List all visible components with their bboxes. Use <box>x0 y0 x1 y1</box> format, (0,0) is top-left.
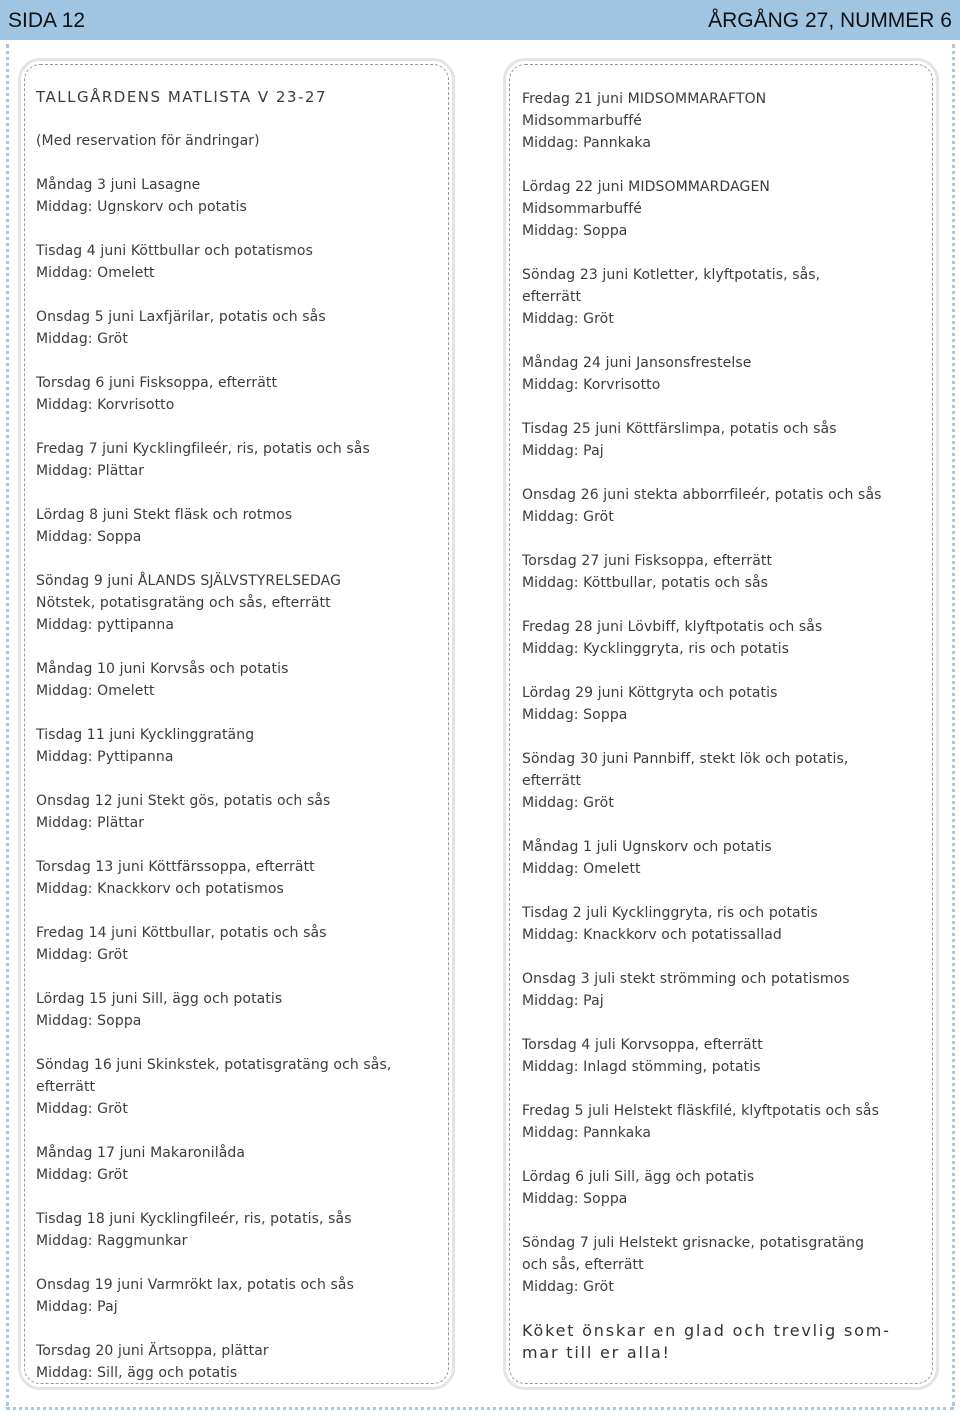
page-header <box>0 0 960 40</box>
menu-entry-line2: Middag: Soppa <box>36 529 142 545</box>
menu-entry-line2: Middag: Paj <box>522 993 604 1009</box>
menu-entry-line1: Tisdag 4 juni Köttbullar och potatismos <box>36 243 313 259</box>
menu-entry-line2: Middag: Paj <box>522 443 604 459</box>
menu-entry-line2: efterrätt <box>36 1079 96 1095</box>
menu-day-entry <box>522 748 927 814</box>
menu-entry-line2: Nötstek, potatisgratäng och sås, efterrätt <box>36 595 331 611</box>
menu-entry-line1: Söndag 9 juni ÅLANDS SJÄLVSTYRELSEDAG <box>36 573 342 589</box>
menu-entry-line2: Middag: Omelett <box>36 265 155 281</box>
menu-entry-line2: och sås, efterrätt <box>522 1257 644 1273</box>
menu-entry-line1: Tisdag 25 juni Köttfärslimpa, potatis och sås <box>522 421 837 437</box>
menu-day-entry <box>36 1208 446 1252</box>
dotted-border-left <box>6 44 9 1406</box>
menu-entry-line2: Middag: Plättar <box>36 815 145 831</box>
menu-day-entry <box>36 856 446 900</box>
menu-entry-line1: Tisdag 2 juli Kycklinggryta, ris och potatis <box>522 905 818 921</box>
menu-entry-line1: Måndag 17 juni Makaronilåda <box>36 1145 246 1161</box>
menu-entry-line2: efterrätt <box>522 773 582 789</box>
menu-entry-line2: Middag: Soppa <box>522 1191 628 1207</box>
menu-entry-line1: Söndag 23 juni Kotletter, klyftpotatis, sås, <box>522 267 821 283</box>
menu-entry-line1: Söndag 30 juni Pannbiff, stekt lök och potatis, <box>522 751 849 767</box>
closing-line-2: mar till er alla! <box>522 1343 671 1362</box>
menu-day-entry <box>36 988 446 1032</box>
menu-column-left <box>36 86 446 1406</box>
menu-entry-line1: Torsdag 13 juni Köttfärssoppa, efterrätt <box>36 859 315 875</box>
spacer <box>36 108 446 130</box>
menu-entry-line2: Midsommarbuffé <box>522 113 642 129</box>
menu-entry-line2: Midsommarbuffé <box>522 201 642 217</box>
menu-entry-line2: Middag: Gröt <box>36 1167 128 1183</box>
menu-entry-line2: Middag: Sill, ägg och potatis <box>36 1365 238 1381</box>
menu-entry-line2: Middag: Gröt <box>36 331 128 347</box>
menu-entry-line1: Måndag 1 juli Ugnskorv och potatis <box>522 839 772 855</box>
menu-entry-line2: Middag: Korvrisotto <box>36 397 175 413</box>
menu-entry-line1: Torsdag 4 juli Korvsoppa, efterrätt <box>522 1037 763 1053</box>
menu-day-entry <box>522 484 927 528</box>
menu-note: (Med reservation för ändringar) <box>36 133 260 149</box>
menu-day-entry <box>522 88 927 154</box>
menu-day-entry <box>522 1100 927 1144</box>
menu-day-entry <box>36 1340 446 1384</box>
menu-list-right <box>522 88 927 1298</box>
menu-entry-line1: Onsdag 19 juni Varmrökt lax, potatis och sås <box>36 1277 354 1293</box>
menu-day-entry <box>36 570 446 636</box>
menu-day-entry <box>522 1166 927 1210</box>
closing-line-1: Köket önskar en glad och trevlig som- <box>522 1321 891 1340</box>
menu-entry-line2: Middag: Korvrisotto <box>522 377 661 393</box>
menu-entry-line1: Onsdag 26 juni stekta abborrfileér, potatis och sås <box>522 487 882 503</box>
menu-entry-line1: Måndag 10 juni Korvsås och potatis <box>36 661 289 677</box>
menu-entry-line1: Lördag 6 juli Sill, ägg och potatis <box>522 1169 755 1185</box>
menu-entry-line2: Middag: Soppa <box>522 707 628 723</box>
menu-entry-line1: Lördag 15 juni Sill, ägg och potatis <box>36 991 283 1007</box>
menu-entry-line2: Middag: Raggmunkar <box>36 1233 188 1249</box>
menu-entry-line2: Middag: Knackkorv och potatissallad <box>522 927 782 943</box>
menu-day-entry <box>522 902 927 946</box>
menu-entry-line2: efterrätt <box>522 289 582 305</box>
menu-entry-line2: Middag: Gröt <box>36 947 128 963</box>
menu-entry-line2: Middag: Köttbullar, potatis och sås <box>522 575 769 591</box>
menu-entry-line3: Middag: Gröt <box>36 1101 128 1117</box>
menu-entry-line2: Middag: Soppa <box>36 1013 142 1029</box>
menu-entry-line1: Fredag 5 juli Helstekt fläskfilé, klyftpotatis och sås <box>522 1103 879 1119</box>
menu-entry-line2: Middag: Ugnskorv och potatis <box>36 199 247 215</box>
menu-day-entry <box>36 1142 446 1186</box>
page-number: SIDA 12 <box>8 9 86 32</box>
menu-entry-line2: Middag: Pannkaka <box>522 1125 651 1141</box>
menu-entry-line1: Söndag 16 juni Skinkstek, potatisgratäng och sås, <box>36 1057 392 1073</box>
menu-title: TALLGÅRDENS MATLISTA V 23-27 <box>36 88 327 106</box>
menu-day-entry <box>522 418 927 462</box>
menu-day-entry <box>36 1054 446 1120</box>
menu-entry-line3: Middag: Pannkaka <box>522 135 651 151</box>
menu-day-entry <box>36 504 446 548</box>
menu-entry-line1: Fredag 28 juni Lövbiff, klyftpotatis och sås <box>522 619 823 635</box>
menu-day-entry <box>522 1034 927 1078</box>
menu-entry-line1: Fredag 14 juni Köttbullar, potatis och sås <box>36 925 327 941</box>
dotted-border-bottom <box>6 1407 954 1410</box>
menu-entry-line2: Middag: Knackkorv och potatismos <box>36 881 284 897</box>
menu-entry-line1: Måndag 3 juni Lasagne <box>36 177 201 193</box>
menu-day-entry <box>36 922 446 966</box>
dotted-border-right <box>952 44 955 1406</box>
menu-list-left <box>36 174 446 1384</box>
menu-day-entry <box>522 682 927 726</box>
menu-entry-line1: Söndag 7 juli Helstekt grisnacke, potatisgratäng <box>522 1235 865 1251</box>
menu-day-entry <box>522 836 927 880</box>
menu-day-entry <box>36 306 446 350</box>
menu-entry-line1: Tisdag 18 juni Kycklingfileér, ris, potatis, sås <box>36 1211 352 1227</box>
menu-entry-line2: Middag: Gröt <box>522 509 614 525</box>
menu-column-right <box>522 88 927 1364</box>
menu-entry-line1: Lördag 22 juni MIDSOMMARDAGEN <box>522 179 770 195</box>
menu-day-entry <box>36 1274 446 1318</box>
menu-day-entry <box>522 550 927 594</box>
menu-entry-line1: Tisdag 11 juni Kycklinggratäng <box>36 727 255 743</box>
menu-entry-line1: Torsdag 20 juni Ärtsoppa, plättar <box>36 1343 269 1359</box>
menu-entry-line1: Onsdag 5 juni Laxfjärilar, potatis och sås <box>36 309 326 325</box>
menu-day-entry <box>36 724 446 768</box>
menu-entry-line2: Middag: Omelett <box>522 861 641 877</box>
menu-day-entry <box>522 968 927 1012</box>
menu-entry-line1: Onsdag 12 juni Stekt gös, potatis och sås <box>36 793 331 809</box>
menu-day-entry <box>522 176 927 242</box>
menu-entry-line2: Middag: Inlagd stömming, potatis <box>522 1059 761 1075</box>
issue-label: ÅRGÅNG 27, NUMMER 6 <box>708 9 952 32</box>
menu-entry-line2: Middag: Paj <box>36 1299 118 1315</box>
menu-entry-line3: Middag: Soppa <box>522 223 628 239</box>
menu-day-entry <box>36 174 446 218</box>
menu-entry-line2: Middag: Pyttipanna <box>36 749 174 765</box>
menu-entry-line1: Onsdag 3 juli stekt strömming och potatismos <box>522 971 850 987</box>
menu-day-entry <box>36 658 446 702</box>
menu-entry-line1: Fredag 21 juni MIDSOMMARAFTON <box>522 91 767 107</box>
menu-entry-line1: Måndag 24 juni Jansonsfrestelse <box>522 355 752 371</box>
menu-day-entry <box>36 438 446 482</box>
menu-entry-line2: Middag: Omelett <box>36 683 155 699</box>
menu-entry-line1: Fredag 7 juni Kycklingfileér, ris, potatis och sås <box>36 441 370 457</box>
menu-day-entry <box>36 240 446 284</box>
menu-entry-line1: Lördag 8 juni Stekt fläsk och rotmos <box>36 507 293 523</box>
menu-day-entry <box>522 1232 927 1298</box>
menu-day-entry <box>522 616 927 660</box>
menu-entry-line1: Torsdag 6 juni Fisksoppa, efterrätt <box>36 375 278 391</box>
menu-entry-line3: Middag: pyttipanna <box>36 617 175 633</box>
menu-day-entry <box>522 264 927 330</box>
menu-day-entry <box>36 372 446 416</box>
menu-entry-line3: Middag: Gröt <box>522 311 614 327</box>
menu-entry-line2: Middag: Plättar <box>36 463 145 479</box>
menu-day-entry <box>36 790 446 834</box>
menu-entry-line1: Lördag 29 juni Köttgryta och potatis <box>522 685 778 701</box>
closing-message <box>522 1320 922 1364</box>
menu-entry-line2: Middag: Kycklinggryta, ris och potatis <box>522 641 790 657</box>
menu-day-entry <box>522 352 927 396</box>
menu-entry-line3: Middag: Gröt <box>522 1279 614 1295</box>
menu-entry-line1: Torsdag 27 juni Fisksoppa, efterrätt <box>522 553 773 569</box>
menu-entry-line3: Middag: Gröt <box>522 795 614 811</box>
